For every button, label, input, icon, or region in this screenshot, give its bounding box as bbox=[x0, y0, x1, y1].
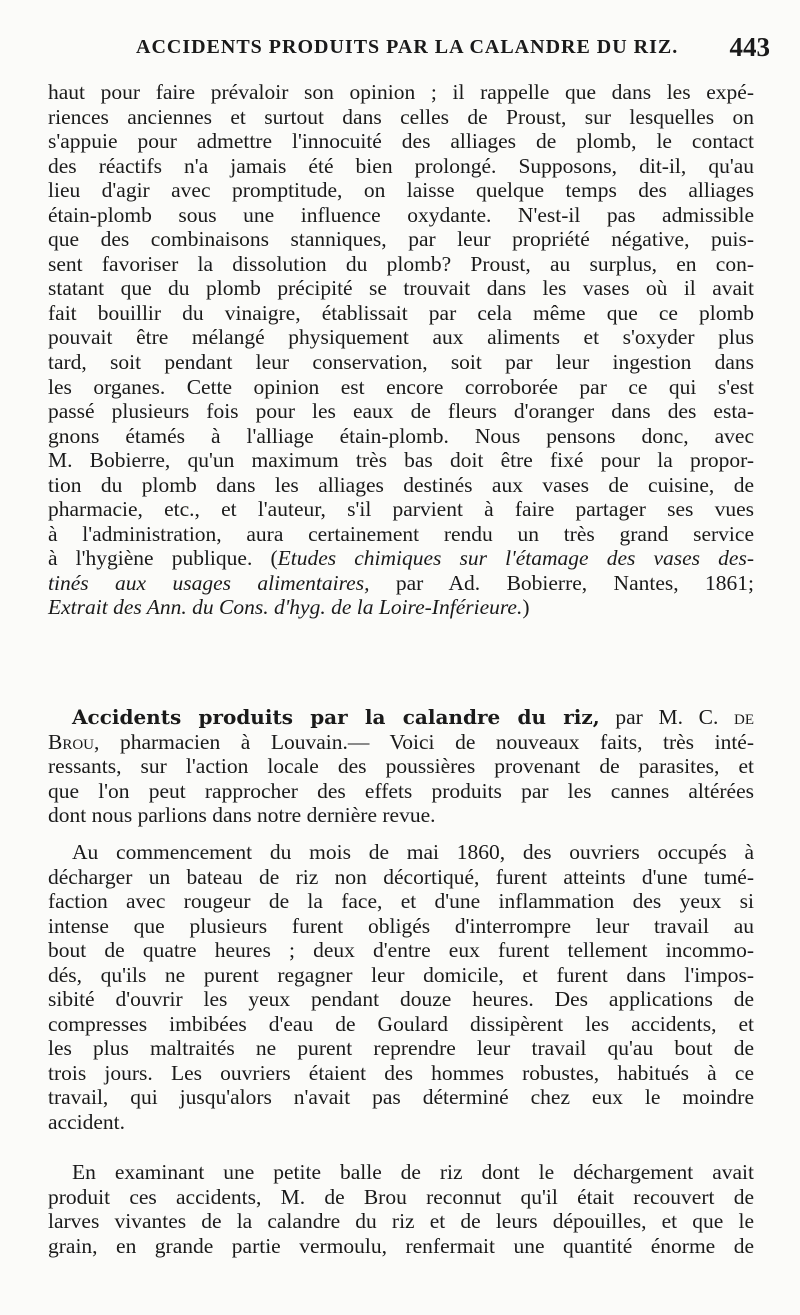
author-particle: de bbox=[734, 705, 754, 729]
text-line: M. Bobierre, qu'un maximum très bas doit être fixé pour la propor- bbox=[48, 448, 754, 473]
text-line: faction avec rougeur de la face, et d'une inflammation des yeux si bbox=[48, 889, 754, 914]
text-line: pharmacie, etc., et l'auteur, s'il parvient à faire partager ses vues bbox=[48, 497, 754, 522]
text-line: pouvait être mélangé physiquement aux aliments et s'oxyder plus bbox=[48, 325, 754, 350]
text-line: que des combinaisons stanniques, par leur propriété négative, puis- bbox=[48, 227, 754, 252]
section-heading-line bbox=[48, 705, 754, 730]
text-run: à l'hygiène publique. ( bbox=[48, 546, 278, 571]
text-line: riences anciennes et surtout dans celles de Proust, sur lesquelles on bbox=[48, 104, 754, 129]
paragraph-continuation bbox=[48, 80, 754, 620]
page-number: 443 bbox=[729, 32, 770, 62]
text-line: sent favoriser la dissolution du plomb? Proust, au surplus, en con- bbox=[48, 251, 754, 276]
text-line: étain-plomb sous une influence oxydante. N'est-il pas admissible bbox=[48, 202, 754, 227]
section-heading: Accidents produits par la calandre du riz, bbox=[72, 705, 600, 729]
text-run: ) bbox=[522, 595, 530, 620]
citation-extract: Extrait des Ann. du Cons. d'hyg. de la Loire-Inférieure. bbox=[48, 595, 523, 620]
text-line: sibité d'ouvrir les yeux pendant douze heures. Des applications de bbox=[48, 987, 754, 1012]
text-line: accident. bbox=[48, 1110, 125, 1135]
text-line: s'appuie pour admettre l'innocuité des alliages de plomb, le contact bbox=[48, 129, 754, 154]
author-name: Brou bbox=[48, 729, 95, 754]
text-line: larves vivantes de la calandre du riz et de leurs dépouilles, et que le bbox=[48, 1209, 754, 1234]
text-line: produit ces accidents, M. de Brou reconnut qu'il était recouvert de bbox=[48, 1184, 754, 1209]
text-run: par M. C. bbox=[599, 705, 734, 729]
text-line: dés, qu'ils ne purent regagner leur domicile, et furent dans l'impos- bbox=[48, 962, 754, 987]
citation-line bbox=[48, 595, 754, 620]
citation-title: Etudes chimiques sur l'étamage des vases des- bbox=[277, 546, 754, 571]
text-line: lieu d'agir avec promptitude, on laisse quelque temps des alliages bbox=[48, 178, 754, 203]
text-line: tion du plomb dans les alliages destinés aux vases de cuisine, de bbox=[48, 472, 754, 497]
paragraph-examination bbox=[48, 1160, 754, 1258]
running-title: ACCIDENTS PRODUITS PAR LA CALANDRE DU RIZ. bbox=[136, 36, 679, 58]
citation-source: par Ad. Bobierre, Nantes, 1861; bbox=[369, 570, 755, 595]
section-paragraph bbox=[48, 705, 754, 828]
text-line bbox=[48, 730, 754, 755]
text-run: , pharmacien à Louvain.— Voici de nouveaux faits, très inté- bbox=[94, 729, 754, 754]
text-line: que l'on peut rapprocher des effets produits par les cannes altérées bbox=[48, 778, 754, 803]
text-line: décharger un bateau de riz non décortiqué, furent atteints d'une tumé- bbox=[48, 864, 754, 889]
text-line: fait bouillir du vinaigre, établissait par cela même que ce plomb bbox=[48, 300, 754, 325]
paragraph-accidents bbox=[48, 840, 754, 1135]
citation-title: tinés aux usages alimentaires, bbox=[48, 570, 370, 595]
text-line: les plus maltraités ne purent reprendre leur travail qu'au bout de bbox=[48, 1036, 754, 1061]
citation-line bbox=[48, 571, 754, 596]
text-line: gnons étamés à l'alliage étain-plomb. Nous pensons donc, avec bbox=[48, 423, 754, 448]
text-line: trois jours. Les ouvriers étaient des hommes robustes, habitués à ce bbox=[48, 1060, 754, 1085]
text-line: statant que du plomb précipité se trouvait dans les vases où il avait bbox=[48, 276, 754, 301]
text-line: tard, soit pendant leur conservation, soit par leur ingestion dans bbox=[48, 350, 754, 375]
text-line: les organes. Cette opinion est encore corroborée par ce qui s'est bbox=[48, 374, 754, 399]
text-line: ressants, sur l'action locale des poussières provenant de parasites, et bbox=[48, 754, 754, 779]
text-line: passé plusieurs fois pour les eaux de fleurs d'oranger dans des esta- bbox=[48, 399, 754, 424]
text-line: dont nous parlions dans notre dernière revue. bbox=[48, 803, 436, 828]
text-line: haut pour faire prévaloir son opinion ; il rappelle que dans les expé- bbox=[48, 80, 754, 104]
text-line: intense que plusieurs furent obligés d'interrompre leur travail au bbox=[48, 913, 754, 938]
text-line: à l'administration, aura certainement rendu un très grand service bbox=[48, 521, 754, 546]
running-header bbox=[50, 30, 770, 70]
text-line: des réactifs n'a jamais été bien prolongé. Supposons, dit-il, qu'au bbox=[48, 153, 754, 178]
text-line: Au commencement du mois de mai 1860, des ouvriers occupés à bbox=[72, 840, 754, 864]
text-line: travail, qui jusqu'alors n'avait pas déterminé chez eux le moindre bbox=[48, 1085, 754, 1110]
text-line: compresses imbibées d'eau de Goulard dissipèrent les accidents, et bbox=[48, 1011, 754, 1036]
citation-line bbox=[48, 546, 754, 571]
text-line: grain, en grande partie vermoulu, renfermait une quantité énorme de bbox=[48, 1233, 754, 1258]
text-line: bout de quatre heures ; deux d'entre eux furent tellement incommo- bbox=[48, 938, 754, 963]
text-line: En examinant une petite balle de riz dont le déchargement avait bbox=[72, 1160, 754, 1184]
